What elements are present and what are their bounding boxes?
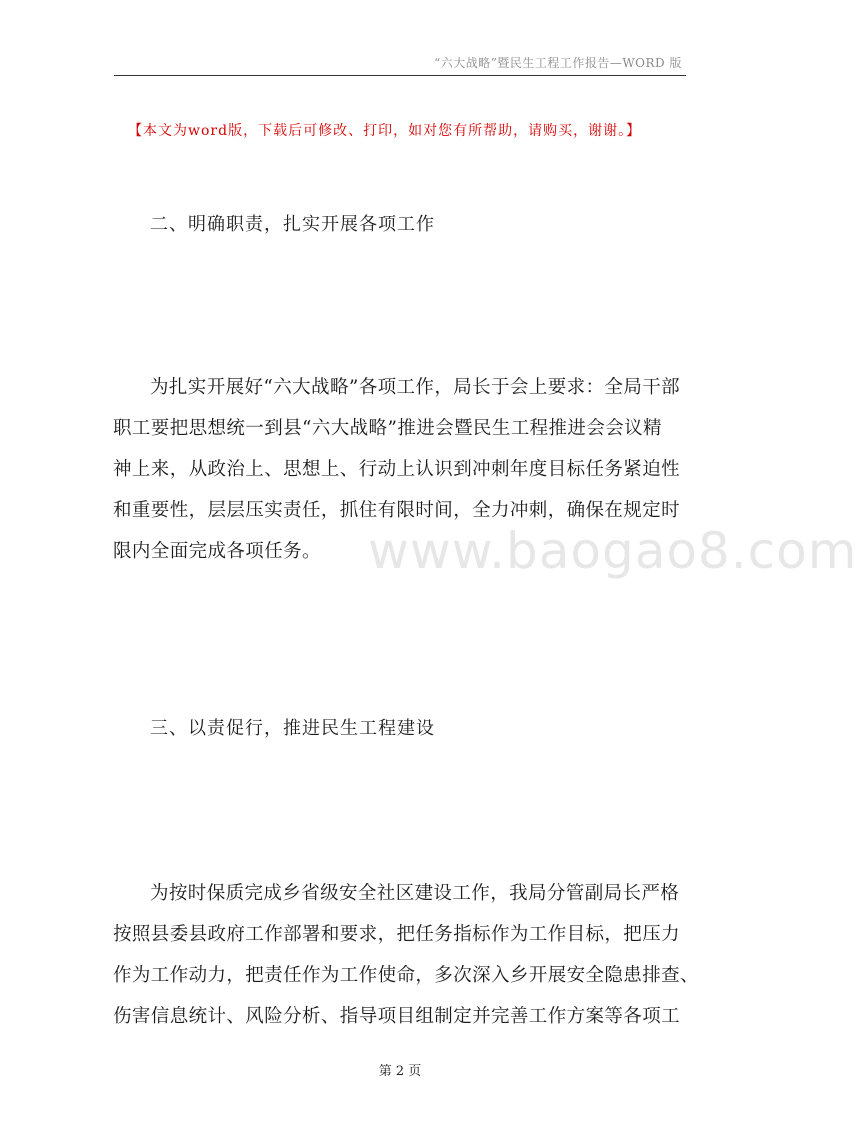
paragraph-line: 为按时保质完成乡省级安全社区建设工作，我局分管副局长严格 [150,883,680,904]
paragraph-line: 和重要性，层层压实责任，抓住有限时间，全力冲刺，确保在规定时 [113,500,681,521]
watermark: www.baogao8.com [368,522,857,580]
header-rule [114,75,686,76]
section-3-paragraph [113,873,699,1037]
running-header-title: “六大战略”暨民生工程工作报告—WORD 版 [434,56,682,70]
section-heading-3: 三、以责促行，推进民生工程建设 [150,718,435,739]
page-number: 第 2 页 [378,1064,422,1079]
paragraph-line: 为扎实开展好“六大战略”各项工作，局长于会上要求：全局干部 [150,377,681,398]
section-heading-2: 二、明确职责，扎实开展各项工作 [150,214,435,235]
paragraph-line: 神上来，从政治上、思想上、行动上认识到冲刺年度目标任务紧迫性 [113,459,681,480]
paragraph-line: 按照县委县政府工作部署和要求，把任务指标作为工作目标，把压力 [113,924,681,945]
section-2-paragraph [113,367,693,572]
paragraph-line: 伤害信息统计、风险分析、指导项目组制定并完善工作方案等各项工 [113,1006,681,1027]
paragraph-line: 职工要把思想统一到县“六大战略”推进会暨民生工程推进会会议精 [113,418,662,439]
paragraph-line: 限内全面完成各项任务。 [113,541,321,562]
paragraph-line: 作为工作动力，把责任作为工作使命，多次深入乡开展安全隐患排查、 [113,965,699,986]
purchase-notice: 【本文为word版，下载后可修改、打印，如对您有所帮助，请购买，谢谢。】 [128,123,642,139]
